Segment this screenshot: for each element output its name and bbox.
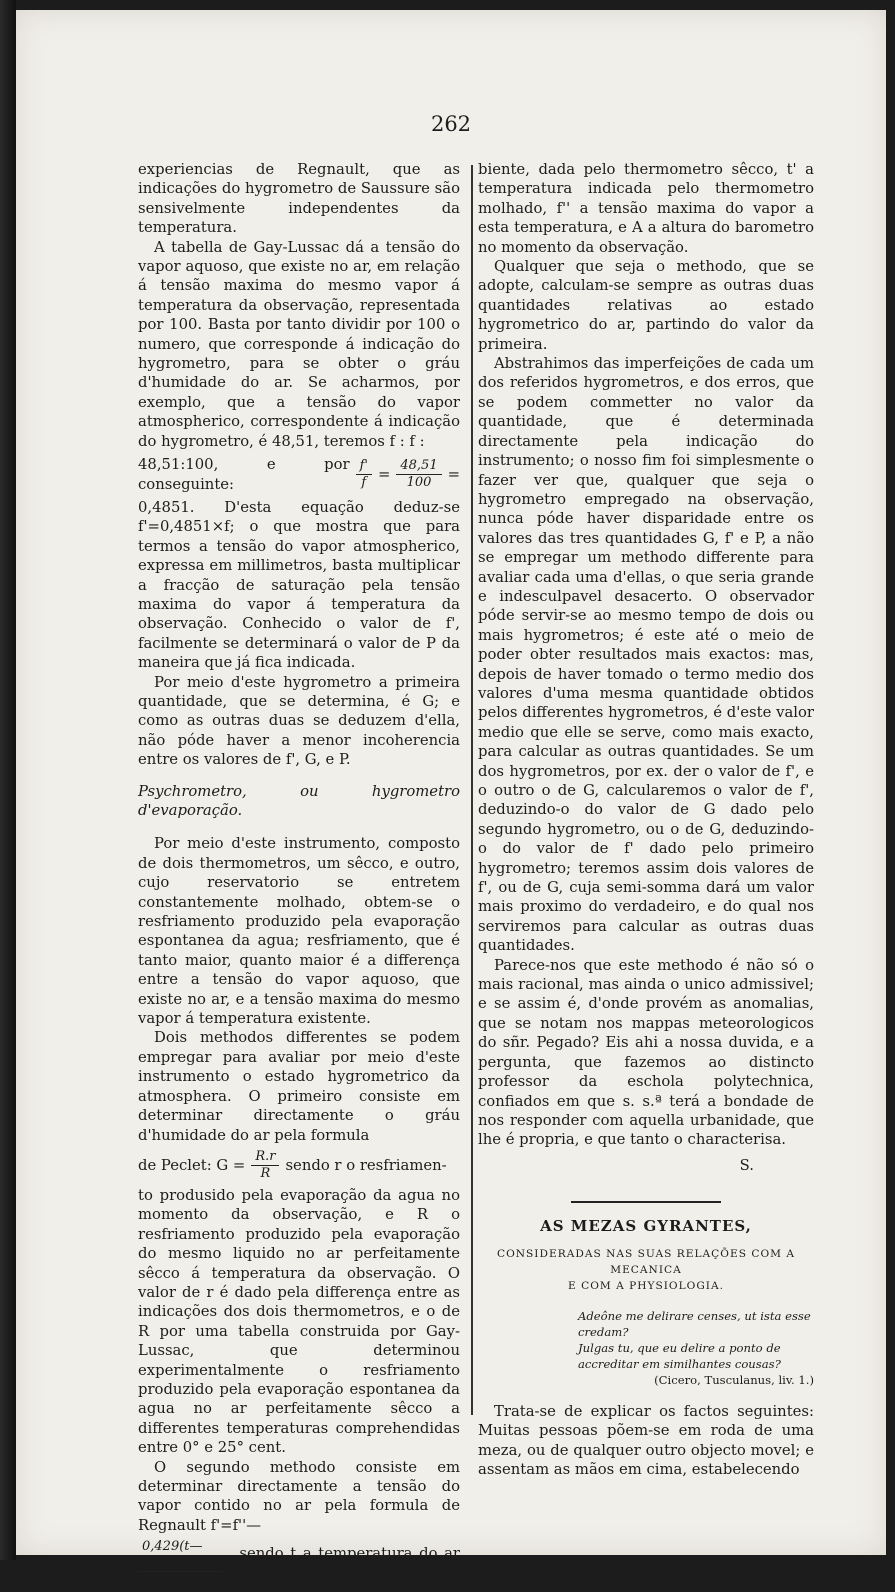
epigraph-line: Julgas tu, que eu delire a ponto de accreditar em similhantes cousas?	[578, 1341, 781, 1372]
article-subtitle: CONSIDERADAS NAS SUAS RELAÇÕES COM A MECANICA	[496, 1248, 795, 1277]
paragraph: to produsido pela evaporação da agua no momento da observação, e R o resfriamento produzido pela evaporação do mesmo liquido no ar perfeitamente sêcco á temperatura da observação. O valor de r é dado pela differença entre as indicações dos dois thermometros, e o de R por uma tabella construida por Gay-Lussac, que determinou experimentalmente o resfriamento produzido pela evaporação espontanea da agua no ar perfeitamente sêcco a differentes temperaturas comprehendidas entre 0° e 25° cent.	[138, 1186, 460, 1457]
formula-text: de Peclet: G =	[138, 1156, 246, 1174]
fraction-numerator: 48,51	[396, 458, 441, 475]
paragraph: Por meio d'este hygrometro a primeira quantidade, que se determina, é G; e como as outras duas se deduzem d'ella, não póde haver a menor incoherencia entre os valores de f', G, e P.	[138, 673, 460, 769]
column-divider	[471, 165, 473, 1415]
equals-sign: =	[377, 465, 391, 483]
page-number: 262	[430, 112, 472, 136]
formula-text: , sendo t a temperatura do ar am-	[228, 1545, 460, 1582]
page-edge-shadow	[0, 0, 16, 1560]
fraction-denominator: f	[361, 475, 367, 490]
paragraph: Qualquer que seja o methodo, que se adopte, calculam-se sempre as outras duas quantidades relativas ao estado hygrometrico do ar, partindo do valor da primeira.	[478, 258, 814, 353]
right-column	[478, 160, 814, 1480]
document-page	[16, 10, 886, 1588]
paragraph: Dois methodos differentes se podem empregar para avaliar por meio d'este instrumento o estado hygrometrico da atmosphera. O primeiro consiste em determinar directamente o gráu d'humidade do ar pela formula	[138, 1029, 460, 1144]
signature: S.	[739, 1156, 754, 1174]
fraction-denominator: 100	[406, 475, 432, 490]
article-title: AS MEZAS GYRANTES,	[540, 1216, 752, 1235]
article-body	[478, 1402, 814, 1480]
epigraph-line: Adeône me delirare censes, ut ista esse credam?	[578, 1309, 811, 1340]
fraction	[138, 1539, 222, 1588]
equals-sign: =	[447, 465, 460, 483]
fraction-denominator: R	[260, 1165, 271, 1181]
paragraph: Abstrahimos das imperfeições de cada um dos referidos hygrometros, e dos erros, que se podem commetter no valor da quantidade, que é determinada directamente pela indicação do instrumento; o nosso fim foi simplesmente o fazer ver que, qualquer que seja o hygrometro empregado na observação, nunca póde haver disparidade entre os valores das tres quantidades G, f' e P, a não se empregar um methodo differente para avaliar cada uma d'ellas, o que seria grande e indesculpavel desacerto. O observador póde servir-se ao mesmo tempo de dois ou mais hygrometros; é este até o meio de poder obter resultados mais exactos: mas, depois de haver tomado o termo medio dos valores d'uma mesma quantidade obtidos pelos differentes hygrometros, é d'este valor medio que elle se serve, como mais exacto, para calcular as outras quantidades. Se um dos hygrometros, por ex. der o valor de f', e o outro o de G, calcularemos o valor de f', deduzindo-o do valor de G dado pelo segundo hygrometro, ou o de G, deduzindo-o do valor de f' dado pelo primeiro hygrometro; teremos assim dois valores de f', ou de G, cuja semi-somma dará um valor mais proximo do verdadeiro, e do qual nos serviremos para calcular as outras duas quantidades.	[478, 355, 814, 955]
section-heading: Psychrometro, ou hygrometro d'evaporação.	[138, 782, 460, 819]
paragraph: 0,4851. D'esta equação deduz-se f'=0,4851×f; o que mostra que para termos a tensão do vapor atmospherico, expressa em millimetros, basta multiplicar a fracção de saturação pela tensão maxima do vapor á temperatura da observação. Conhecido o valor de f', facilmente se determinará o valor de P da maneira que já fica indicada.	[138, 498, 460, 672]
fraction	[396, 458, 441, 491]
paragraph: experiencias de Regnault, que as indicações do hygrometro de Saussure são sensivelmente independentes da temperatura.	[138, 161, 460, 237]
fraction-numerator: R.r	[251, 1149, 279, 1166]
paragraph: Por meio d'este instrumento, composto de dois thermometros, um sêcco, e outro, cujo reservatorio se entretem constantemente molhado, obtem-se o resfriamento produzido pela evaporação espontanea da agua; resfriamento, que é tanto maior, quanto maior é a differença entre a tensão do vapor aquoso, que existe no ar, e a tensão maxima do mesmo vapor á temperatura existente.	[138, 835, 460, 1028]
left-column	[138, 160, 460, 1592]
paragraph: Parece-nos que este methodo é não só o mais racional, mas ainda o unico admissivel; e se assim é, d'onde provém as anomalias, que se notam nos mappas meteorologicos do sñr. Pegado? Eis ahi a nossa duvida, e a pergunta, que fazemos ao distincto professor da eschola polytechnica, confiados em que s. s.ª terá a bondade de nos responder com aquella urbanidade, que lhe é propria, e que tanto o characterisa.	[478, 956, 814, 1149]
saturation-formula	[138, 455, 460, 494]
paragraph: O segundo methodo consiste em determinar directamente a tensão do vapor contido no ar pela formula de Regnault f'=f''—	[138, 1458, 460, 1534]
fraction-denominator: 610—t'	[156, 1572, 204, 1588]
fraction	[356, 458, 372, 491]
epigraph	[578, 1308, 814, 1388]
fraction-numerator: f'	[356, 458, 372, 475]
formula-text: sendo r o resfriamen-	[285, 1156, 447, 1174]
epigraph-attribution: (Cicero, Tusculanus, liv. 1.)	[654, 1373, 814, 1388]
fraction-numerator: 0,429(t—t')A	[138, 1539, 222, 1572]
formula-text: 48,51:100, e por conseguinte:	[138, 456, 350, 493]
paragraph: Trata-se de explicar os factos seguintes: Muitas pessoas põem-se em roda de uma meza, ou de qualquer outro objecto movel; e assentam as mãos em cima, estabelecendo	[478, 1403, 814, 1479]
fraction	[251, 1149, 279, 1182]
article-subtitle: E COM A PHYSIOLOGIA.	[568, 1280, 724, 1293]
regnault-formula	[138, 1539, 460, 1588]
peclet-formula	[138, 1149, 460, 1182]
section-rule	[571, 1201, 721, 1203]
paragraph: biente, dada pelo thermometro sêcco, t' a temperatura indicada pelo thermometro molhado, f'' a tensão maxima do vapor a esta temperatura, e A a altura do barometro no momento da observação.	[478, 161, 814, 256]
paragraph: A tabella de Gay-Lussac dá a tensão do vapor aquoso, que existe no ar, em relação á tensão maxima do mesmo vapor á temperatura da observação, representada por 100. Basta por tanto dividir por 100 o numero, que corresponde á indicação do hygrometro, para se obter o gráu d'humidade do ar. Se acharmos, por exemplo, que a tensão do vapor atmospherico, correspondente á indicação do hygrometro, é 48,51, teremos f : f :	[138, 238, 460, 450]
